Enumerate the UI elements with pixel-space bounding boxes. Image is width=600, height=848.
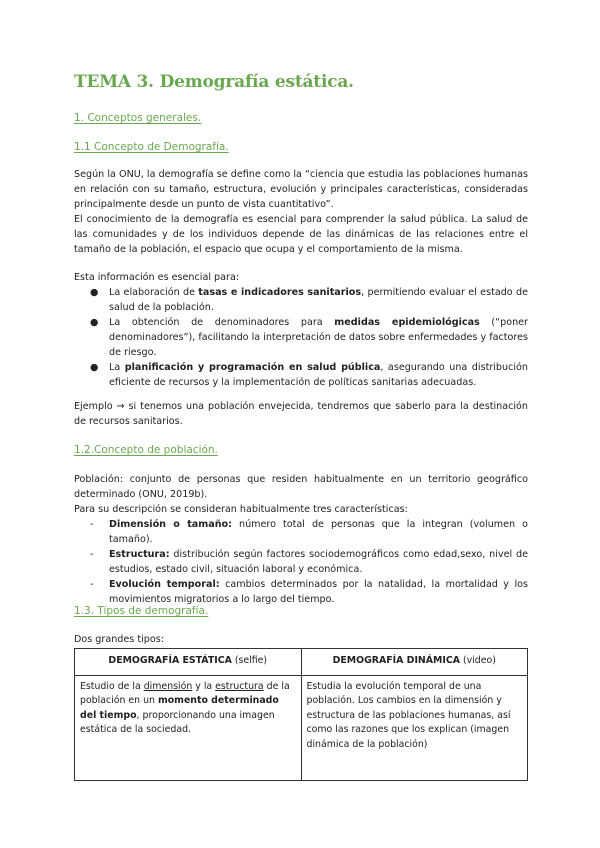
cell-dynamic-description: Estudia la evolución temporal de una población. Los cambios en la dimensión y estructura de las poblaciones humanas, así como las razones que los explican (imagen dinámica de la población)	[301, 675, 528, 780]
header-dynamic: DEMOGRAFÍA DINÁMICA (video)	[301, 649, 528, 676]
list-item: ● La elaboración de tasas e indicadores sanitarios, permitiendo evaluar el estado de salud de la población.	[90, 287, 528, 313]
dash-icon: -	[90, 549, 94, 560]
paragraph-public-health: El conocimiento de la demografía es esencial para comprender la salud pública. La salud de las comunidades y de los individuos depende de las dinámicas de las relaciones entre el tamaño de la población, el espacio que ocupa y el comportamiento de la misma.	[74, 214, 528, 255]
paragraph-population-definition: Población: conjunto de personas que residen habitualmente en un territorio geográfico determinado (ONU, 2019b).	[74, 474, 528, 500]
dash-icon: -	[90, 519, 94, 530]
list-item: - Estructura: distribución según factores sociodemográficos como edad,sexo, nivel de estudios, estado civil, situación laboral y económica.	[90, 549, 528, 575]
essential-uses-list	[74, 285, 528, 390]
paragraph-example: Ejemplo → si tenemos una población envejecida, tendremos que saberlo para la destinación de recursos sanitarios.	[74, 401, 528, 427]
table-header-row	[75, 649, 528, 676]
paragraph-characteristics-intro: Para su descripción se consideran habitualmente tres características:	[74, 504, 408, 515]
list-item: - Evolución temporal: cambios determinados por la natalidad, la mortalidad y los movimientos migratorios a lo largo del tiempo.	[90, 579, 528, 605]
paragraph-onu-definition: Según la ONU, la demografía se define como la “ciencia que estudia las poblaciones humanas en relación con su tamaño, estructura, evolución y principales características, consideradas principalmente desde un punto de vista cuantitativo”.	[74, 169, 528, 210]
header-static: DEMOGRAFÍA ESTÁTICA (selfie)	[75, 649, 302, 676]
bullet-icon: ●	[90, 317, 99, 328]
section-heading-1: 1. Conceptos generales.	[74, 112, 202, 124]
table-row	[75, 675, 528, 780]
section-heading-1-2: 1.2.Concepto de población.	[74, 444, 218, 456]
bullet-icon: ●	[90, 362, 99, 373]
demography-types-table	[74, 648, 528, 781]
list-item: ● La obtención de denominadores para medidas epidemiológicas (“poner denominadores”), facilitando la interpretación de datos sobre enfermedades y factores de riesgo.	[90, 317, 529, 358]
list-item: ● La planificación y programación en salud pública, asegurando una distribución eficiente de recursos y la implementación de políticas sanitarias adecuadas.	[90, 362, 528, 388]
bullet-icon: ●	[90, 287, 99, 298]
dash-icon: -	[90, 579, 94, 590]
document-title: TEMA 3. Demografía estática.	[74, 72, 354, 92]
section-heading-1-1: 1.1 Concepto de Demografía.	[74, 141, 229, 153]
section-heading-1-3: 1.3. Tipos de demografía.	[74, 605, 209, 617]
paragraph-intro-list: Esta información es esencial para:	[74, 272, 240, 283]
list-item: - Dimensión o tamaño: número total de personas que la integran (volumen o tamaño).	[90, 519, 528, 545]
paragraph-two-types: Dos grandes tipos:	[74, 634, 164, 645]
cell-static-description: Estudio de la dimensión y la estructura de la población en un momento determinado del tiempo, proporcionando una imagen estática de la sociedad.	[75, 675, 302, 780]
characteristics-list	[74, 517, 528, 607]
